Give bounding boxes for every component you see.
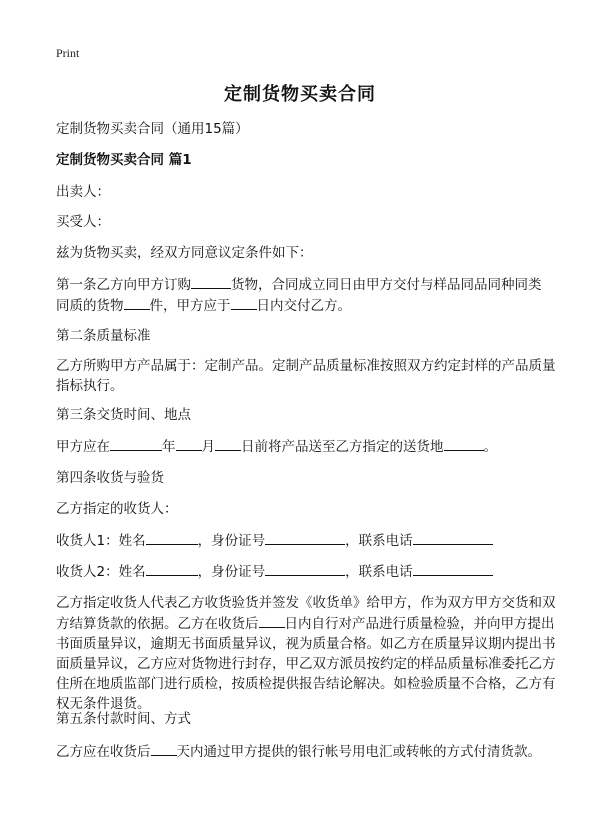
article-5-body [56, 741, 556, 762]
article-1-part-b: 货物，合同成立同日由甲方交付与样品同品同种同类 [231, 277, 542, 293]
article-1-part-a: 第一条乙方向甲方订购 [56, 277, 191, 293]
blank-field [151, 741, 177, 756]
article-5-heading: 第五条付款时间、方式 [56, 711, 191, 727]
phone-label: ，联系电话 [345, 564, 413, 580]
article-1-part-d: 件，甲方应于 [149, 298, 231, 314]
blank-field [265, 530, 345, 545]
article-4-body-a: 乙方指定收货人代表乙方收货验货并签发《收货单》给甲方，作为双方甲方交货和双方结算货款的依据。乙方在收货后 [56, 595, 556, 632]
document-title: 定制货物买卖合同 [224, 84, 376, 105]
blank-field [231, 295, 257, 310]
blank-field [413, 530, 493, 545]
month-label: 月 [201, 439, 215, 455]
id-label: ，身份证号 [197, 564, 266, 580]
phone-label: ，联系电话 [345, 533, 413, 549]
blank-field [413, 561, 493, 576]
article-2-body: 乙方所购甲方产品属于：定制产品。定制产品质量标准按照双方约定封样的产品质量指标执行。 [56, 358, 556, 394]
blank-field [146, 530, 198, 545]
article-2-heading: 第二条质量标准 [56, 328, 151, 344]
blank-field [146, 561, 198, 576]
blank-field [176, 436, 202, 451]
year-label: 年 [162, 439, 176, 455]
receiver-2-line [56, 561, 556, 582]
blank-field [259, 613, 285, 628]
article-4-body-b: 日内自行对产品进行质量检验，并向甲方提出书面质量异议，逾期无书面质量异议，视为质量合格。如乙方在质量异议期内提出书面质量异议，乙方应对货物进行封存，甲乙双方派员按约定的样品质量标准委托乙方住所在地质监部门进行质检，按质检提供报告结论解决。如检验质量不合格，乙方有权无条件退货。 [56, 616, 556, 712]
article-1-part-e: 日内交付乙方。 [256, 298, 351, 314]
blank-field [215, 436, 241, 451]
article-4-body [56, 593, 556, 714]
buyer-line: 买受人： [56, 214, 110, 230]
receiver-1-name-label: 收货人1：姓名 [56, 533, 146, 549]
article-4-receivers: 乙方指定的收货人： [56, 501, 178, 517]
receiver-1-line [56, 530, 556, 551]
article-3-part-a: 甲方应在 [56, 439, 110, 455]
blank-field [444, 436, 484, 451]
article-3-part-d: 日前将产品送至乙方指定的送货地 [241, 439, 444, 455]
article-3-part-e: 。 [483, 439, 497, 455]
article-1 [56, 274, 556, 316]
id-label: ，身份证号 [197, 533, 266, 549]
blank-field [110, 436, 162, 451]
print-label[interactable]: Print [56, 46, 80, 60]
section-heading: 定制货物买卖合同 篇1 [56, 152, 192, 168]
article-5-part-a: 乙方应在收货后 [56, 744, 151, 760]
article-3-heading: 第三条交货时间、地点 [56, 407, 191, 423]
blank-field [191, 274, 231, 289]
receiver-2-name-label: 收货人2：姓名 [56, 564, 146, 580]
seller-line: 出卖人： [56, 184, 110, 200]
blank-field [265, 561, 345, 576]
article-3-body [56, 436, 556, 457]
document-subtitle: 定制货物买卖合同（通用15篇） [56, 121, 249, 137]
article-5-part-b: 天内通过甲方提供的银行帐号用电汇或转帐的方式付清货款。 [176, 744, 541, 760]
blank-field [124, 295, 150, 310]
article-1-part-c: 同质的货物 [56, 298, 124, 314]
intro-paragraph: 兹为货物买卖，经双方同意议定条件如下： [56, 245, 313, 261]
article-4-heading: 第四条收货与验货 [56, 470, 164, 486]
